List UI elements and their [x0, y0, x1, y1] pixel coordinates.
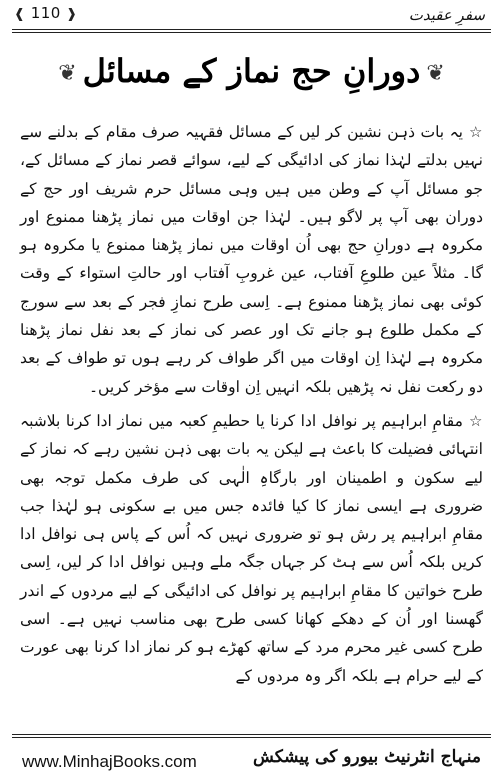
header-rule [12, 29, 491, 30]
page-number: 110 [30, 4, 61, 22]
star-bullet-icon: ☆ [468, 411, 483, 430]
page-number-ornament-right: ❱ [66, 7, 78, 22]
page-number-ornament-left: ❰ [14, 7, 26, 22]
running-title: سفرِ عقیدت [408, 6, 485, 24]
website-link[interactable]: www.MinhajBooks.com [22, 752, 197, 771]
chapter-title-text: دورانِ حج نماز کے مسائل [82, 52, 421, 90]
footer-rule [12, 734, 491, 735]
page-number-block [14, 4, 78, 22]
page-footer [0, 734, 503, 784]
paragraph-text: یہ بات ذہن نشین کر لیں کے مسائل فقہیہ صرف مقام کے بدلنے سے نہیں بدلتے لہٰذا نماز کی ادائیگی کے لیے، سوائے قصر نماز کے مسائل کے، جو مسائل آپ کے وطن میں ہیں وہی مسائل حرم شریف اور حج کے دوران بھی آپ پر لاگو ہیں۔ لہٰذا جن اوقات میں نماز پڑھنا ممنوع اور مکروہ ہے دورانِ حج بھی اُن اوقات میں نماز پڑھنا ممنوع یا مکروہ ہو گا۔ مثلاً عین طلوعِ آفتاب، عین غروبِ آفتاب اور حالتِ استواء کے وقت کوئی بھی نماز پڑھنا ممنوع ہے۔ اِسی طرح نمازِ فجر کے بعد سے سورج کے مکمل طلوع ہو جانے تک اور عصر کی نماز کے بعد نفل نماز پڑھنا مکروہ ہے لہٰذا اِن اوقات میں اگر طواف کر رہے ہوں تو طواف کے بعد دو رکعت نفل نہ پڑھیں بلکہ انہیں اِن اوقات سے مؤخر کریں۔ [20, 123, 483, 396]
article-body [20, 118, 483, 724]
header-rule-thin [12, 32, 491, 33]
title-flourish-left-icon: ❦ [58, 60, 77, 86]
publisher-credit: منہاج انٹرنیٹ بیورو کی پیشکش [253, 747, 481, 767]
star-bullet-icon: ☆ [468, 123, 483, 141]
page-header [0, 0, 503, 30]
paragraph [20, 407, 483, 690]
paragraph [20, 118, 483, 401]
chapter-title [0, 44, 503, 98]
title-flourish-right-icon: ❦ [426, 60, 445, 86]
footer-rule-thin [12, 737, 491, 738]
paragraph-text: مقامِ ابراہیم پر نوافل ادا کرنا یا حطیمِ کعبہ میں نماز ادا کرنا بلاشبہ انتہائی فضیلت کا باعث ہے لیکن یہ بات بھی ذہن نشین رہے کہ نماز کے لیے سکون و اطمینان اور بارگاہِ الٰہی کی طرف مکمل توجہ بھی ضروری ہے ایسی نماز کا کیا فائدہ جس میں بے سکونی ہو لہٰذا جب مقامِ ابراہیم پر رش ہو تو ضروری نہیں کہ اُس کے پاس ہی نوافل ادا کریں بلکہ اُس سے ہٹ کر جہاں جگہ ملے وہیں نوافل ادا کر لیں، اِسی طرح خواتین کا مقامِ ابراہیم پر نوافل کی ادائیگی کے لیے مردوں کے اندر گھسنا اور اُن کے دھکے کھانا کسی طرح بھی مناسب نہیں ہے۔ اسی طرح کسی غیر محرم مرد کے ساتھ کھڑے ہو کر نماز ادا کرنا بھی عورت کے لیے حرام ہے بلکہ اگر وہ مردوں کے [20, 411, 483, 685]
